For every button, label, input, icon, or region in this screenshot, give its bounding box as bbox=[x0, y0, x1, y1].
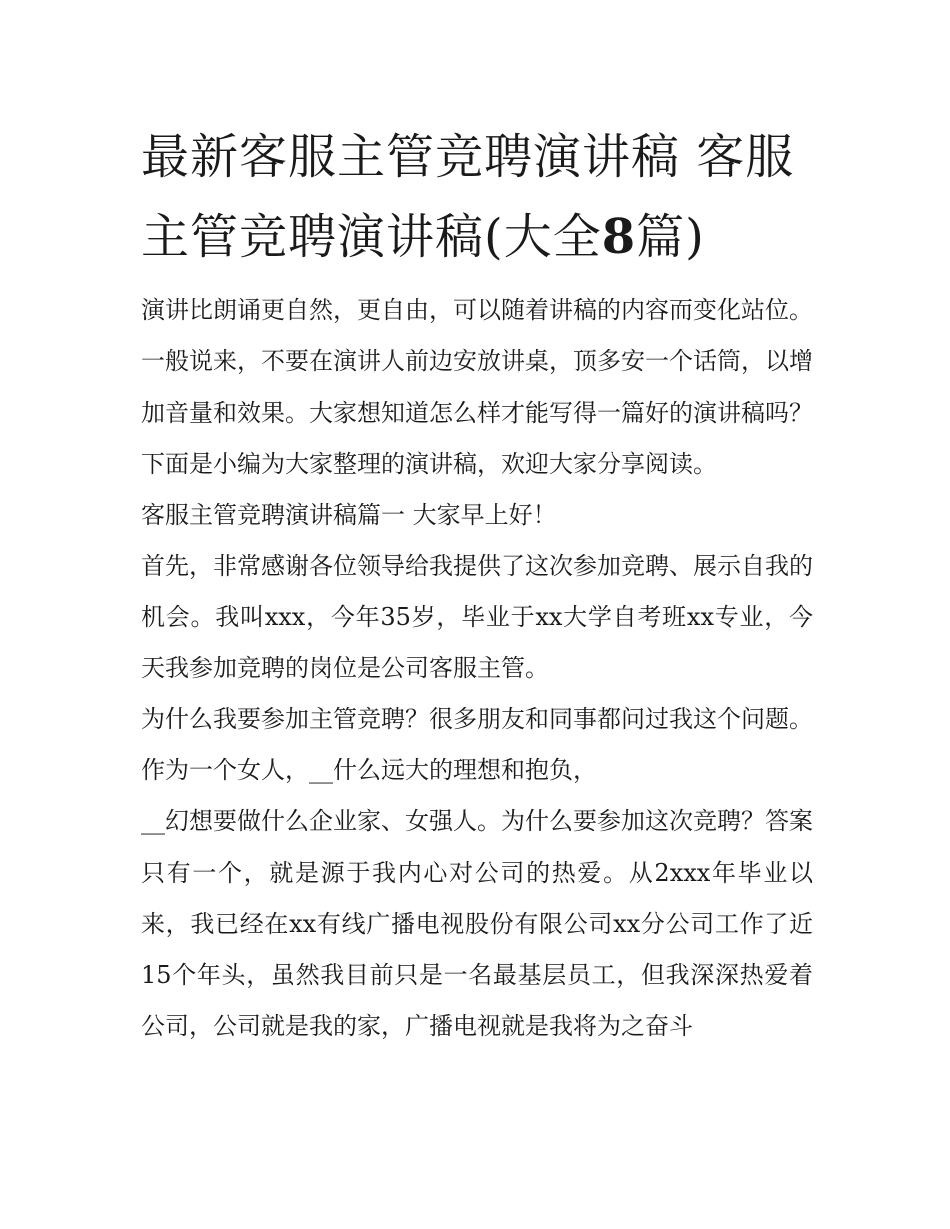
document-page bbox=[141, 118, 813, 1052]
paragraph-motivation: __幻想要做什么企业家、女强人。为什么要参加这次竞聘？答案只有一个，就是源于我内心对公司的热爱。从2xxx年毕业以来，我已经在xx有线广播电视股份有限公司xx分公司工作了近15个年头，虽然我目前只是一名最基层员工，但我深深热爱着公司，公司就是我的家，广播电视就是我将为之奋斗 bbox=[141, 807, 813, 1040]
paragraph-intro: 演讲比朗诵更自然，更自由，可以随着讲稿的内容而变化站位。一般说来，不要在演讲人前边安放讲桌，顶多安一个话筒，以增加音量和效果。大家想知道怎么样才能写得一篇好的演讲稿吗？下面是小编为大家整理的演讲稿，欢迎大家分享阅读。 bbox=[141, 296, 813, 478]
paragraph-why-compete: 为什么我要参加主管竞聘？很多朋友和同事都问过我这个问题。作为一个女人，__什么远大的理想和抱负， bbox=[141, 705, 813, 785]
document-title: 最新客服主管竞聘演讲稿 客服主管竞聘演讲稿(大全8篇) bbox=[141, 129, 795, 265]
paragraph-section-heading: 客服主管竞聘演讲稿篇一 大家早上好！ bbox=[141, 500, 557, 529]
paragraph-self-introduction: 首先，非常感谢各位领导给我提供了这次参加竞聘、展示自我的机会。我叫xxx，今年35岁，毕业于xx大学自考班xx专业，今天我参加竞聘的岗位是公司客服主管。 bbox=[141, 551, 813, 683]
